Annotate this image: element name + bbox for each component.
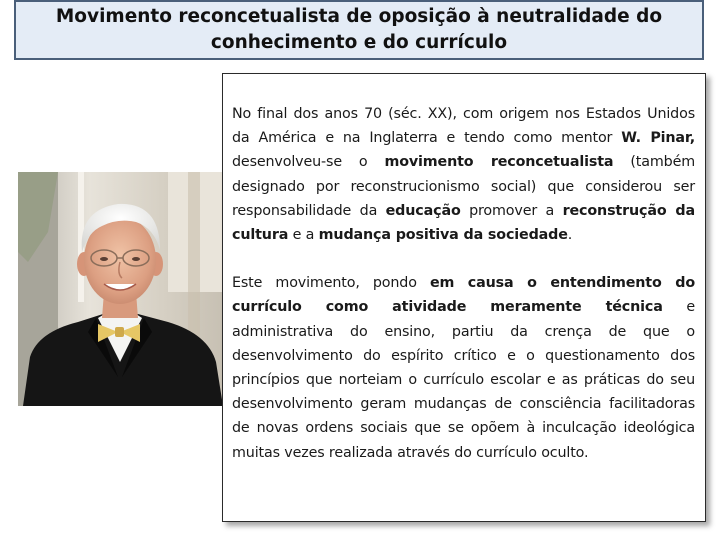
title-box: [14, 0, 704, 60]
p1-bold-4: reconstrução da cultura: [232, 202, 695, 244]
content-box: [222, 73, 706, 522]
slide-title: [46, 4, 672, 56]
p1-text-1: No final dos anos 70 (séc. XX), com origem nos Estados Unidos da América e na Inglaterra e tendo como mentor: [232, 106, 695, 147]
p1-text-2: desenvolveu-se o: [232, 154, 385, 171]
p1-bold-1: W. Pinar,: [621, 130, 695, 147]
p1-text-4: promover a: [460, 202, 563, 219]
portrait-photo: [18, 172, 223, 406]
p1-text-5: e a: [288, 227, 319, 244]
paragraph-1: [232, 102, 695, 247]
p2-text-1: Este movimento, pondo: [232, 275, 430, 292]
p1-bold-5: mudança positiva da sociedade: [318, 227, 568, 244]
title-line-2: conhecimento e do currículo: [210, 32, 508, 53]
paragraph-2: [232, 271, 695, 465]
p1-text-3: (também designado por reconstrucionismo social) que considerou ser responsabilidade da: [232, 154, 695, 219]
portrait-illustration: [18, 172, 223, 406]
p1-bold-2: movimento reconcetualista: [384, 154, 614, 171]
p1-text-6: .: [567, 227, 573, 244]
title-line-1: Movimento reconcetualista de oposição à neutralidade do: [55, 6, 663, 27]
p2-bold-1: em causa o entendimento do currículo como atividade meramente técnica: [232, 275, 695, 316]
p2-text-2: e administrativa do ensino, partiu da crença de que o desenvolvimento do espírito crítico e o questionamento dos princípios que norteiam o currículo escolar e as práticas do seu desenvolvimento geram mudanças de consciência facilitadoras de novas ordens sociais que se opõem à inculcação ideológica muitas vezes realizada através do currículo oculto.: [232, 299, 696, 461]
p1-bold-3: educação: [385, 202, 461, 219]
